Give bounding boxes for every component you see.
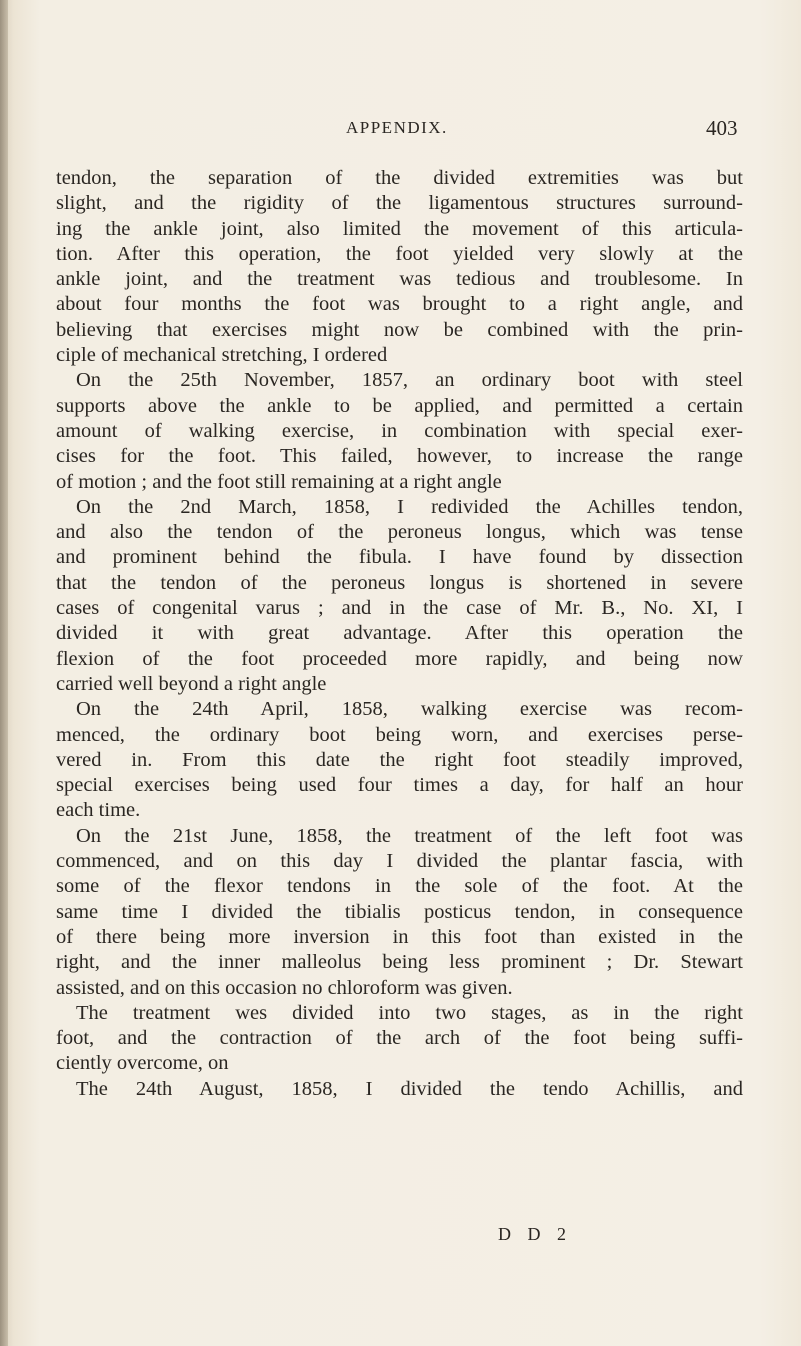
text-line: same time I divided the tibialis posticus tendon, in consequence bbox=[56, 900, 743, 923]
text-line: menced, the ordinary boot being worn, and exercises perse- bbox=[56, 723, 743, 746]
text-line: that the tendon of the peroneus longus is shortened in severe bbox=[56, 571, 743, 594]
text-line: right, and the inner malleolus being less prominent ; Dr. Stewart bbox=[56, 951, 743, 974]
text-line: On the 2nd March, 1858, I redivided the Achilles tendon, bbox=[76, 495, 743, 518]
text-line: divided it with great advantage. After this operation the bbox=[56, 622, 743, 645]
text-line: of there being more inversion in this foot than existed in the bbox=[56, 925, 743, 948]
text-line: assisted, and on this occasion no chloroform was given. bbox=[56, 976, 513, 999]
text-line: carried well beyond a right angle bbox=[56, 672, 327, 695]
text-line: On the 25th November, 1857, an ordinary boot with steel bbox=[76, 369, 743, 392]
text-line: cises for the foot. This failed, however, to increase the range bbox=[56, 445, 743, 468]
text-line: special exercises being used four times a day, for half an hour bbox=[56, 774, 743, 797]
text-line: vered in. From this date the right foot steadily improved, bbox=[56, 748, 743, 771]
text-line: On the 24th April, 1858, walking exercise was recom- bbox=[76, 698, 743, 721]
text-line: flexion of the foot proceeded more rapidly, and being now bbox=[56, 647, 743, 670]
text-line: and also the tendon of the peroneus longus, which was tense bbox=[56, 521, 743, 544]
text-line: tion. After this operation, the foot yielded very slowly at the bbox=[56, 242, 743, 265]
page-number: 403 bbox=[706, 116, 738, 140]
text-line: and prominent behind the fibula. I have found by dissection bbox=[56, 546, 743, 569]
signature-mark: D D 2 bbox=[498, 1224, 572, 1244]
text-line: tendon, the separation of the divided extremities was but bbox=[56, 167, 743, 189]
text-line: ing the ankle joint, also limited the movement of this articula- bbox=[56, 217, 743, 240]
text-line: cases of congenital varus ; and in the case of Mr. B., No. XI, I bbox=[56, 597, 743, 620]
text-line: The treatment wes divided into two stages, as in the right bbox=[76, 1001, 743, 1024]
text-line: about four months the foot was brought to a right angle, and bbox=[56, 293, 743, 316]
text-line: ciple of mechanical stretching, I ordered bbox=[56, 344, 388, 367]
text-line: On the 21st June, 1858, the treatment of the left foot was bbox=[76, 824, 743, 847]
text-line: each time. bbox=[56, 799, 141, 822]
text-line: believing that exercises might now be combined with the prin- bbox=[56, 318, 743, 341]
text-line: The 24th August, 1858, I divided the tendo Achillis, and bbox=[76, 1077, 743, 1100]
text-line: amount of walking exercise, in combination with special exer- bbox=[56, 419, 743, 442]
running-title: APPENDIX. bbox=[346, 118, 448, 137]
body-text bbox=[56, 166, 743, 1102]
text-line: supports above the ankle to be applied, and permitted a certain bbox=[56, 394, 743, 417]
text-line: ciently overcome, on bbox=[56, 1052, 229, 1075]
text-line: of motion ; and the foot still remaining at a right angle bbox=[56, 470, 502, 493]
binding-edge bbox=[0, 0, 8, 1346]
text-line: ankle joint, and the treatment was tedious and troublesome. In bbox=[56, 268, 743, 291]
text-line: some of the flexor tendons in the sole of the foot. At the bbox=[56, 875, 743, 898]
running-head bbox=[0, 118, 801, 148]
text-line: foot, and the contraction of the arch of the foot being suffi- bbox=[56, 1027, 743, 1050]
text-line: commenced, and on this day I divided the plantar fascia, with bbox=[56, 850, 743, 873]
text-line: slight, and the rigidity of the ligamentous structures surround- bbox=[56, 192, 743, 215]
